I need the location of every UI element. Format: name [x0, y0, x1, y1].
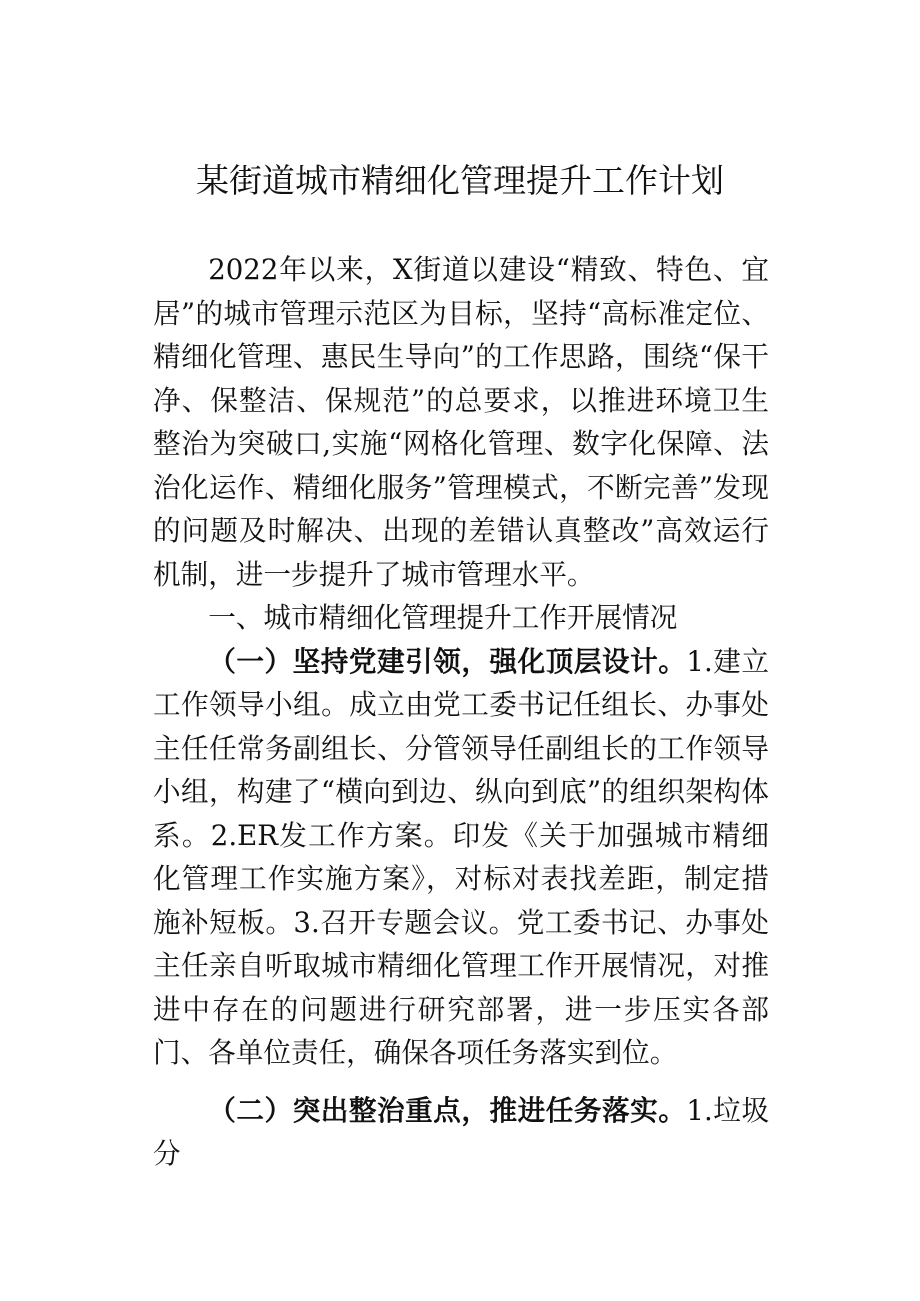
item-text-2: 1.垃圾分 [153, 1093, 769, 1170]
item-lead-1: （一）坚持党建引领，强化顶层设计。 [208, 644, 687, 678]
document-title: 某街道城市精细化管理提升工作计划 [196, 161, 724, 200]
document-body [153, 248, 769, 1176]
item-text-1: 1.建立工作领导小组。成立由党工委书记任组长、办事处主任任常务副组长、分管领导任副组长的工作领导小组，构建了“横向到边、纵向到底”的组织架构体系。2.ER发工作方案。印发《关于加强城市精细化管理工作实施方案》，对标对表找差距，制定措施补短板。3.召开专题会议。党工委书记、办事处主任亲自听取城市精细化管理工作开展情况，对推进中存在的问题进行研究部署，进一步压实各部门、各单位责任，确保各项任务落实到位。 [153, 644, 769, 1069]
intro-paragraph: 2022年以来，X街道以建设“精致、特色、宜居”的城市管理示范区为目标，坚持“高标准定位、精细化管理、惠民生导向”的工作思路，围绕“保干净、保整洁、保规范”的总要求，以推进环境卫生整治为突破口,实施“网格化管理、数字化保障、法治化运作、精细化服务”管理模式，不断完善”发现的问题及时解决、出现的差错认真整改”高效运行机制，进一步提升了城市管理水平。 [153, 253, 769, 591]
section-heading: 一、城市精细化管理提升工作开展情况 [208, 601, 678, 634]
item-lead-2: （二）突出整治重点，推进任务落实。 [208, 1093, 687, 1127]
item-paragraph-2 [153, 1089, 769, 1176]
item-paragraph-1 [153, 640, 769, 1075]
